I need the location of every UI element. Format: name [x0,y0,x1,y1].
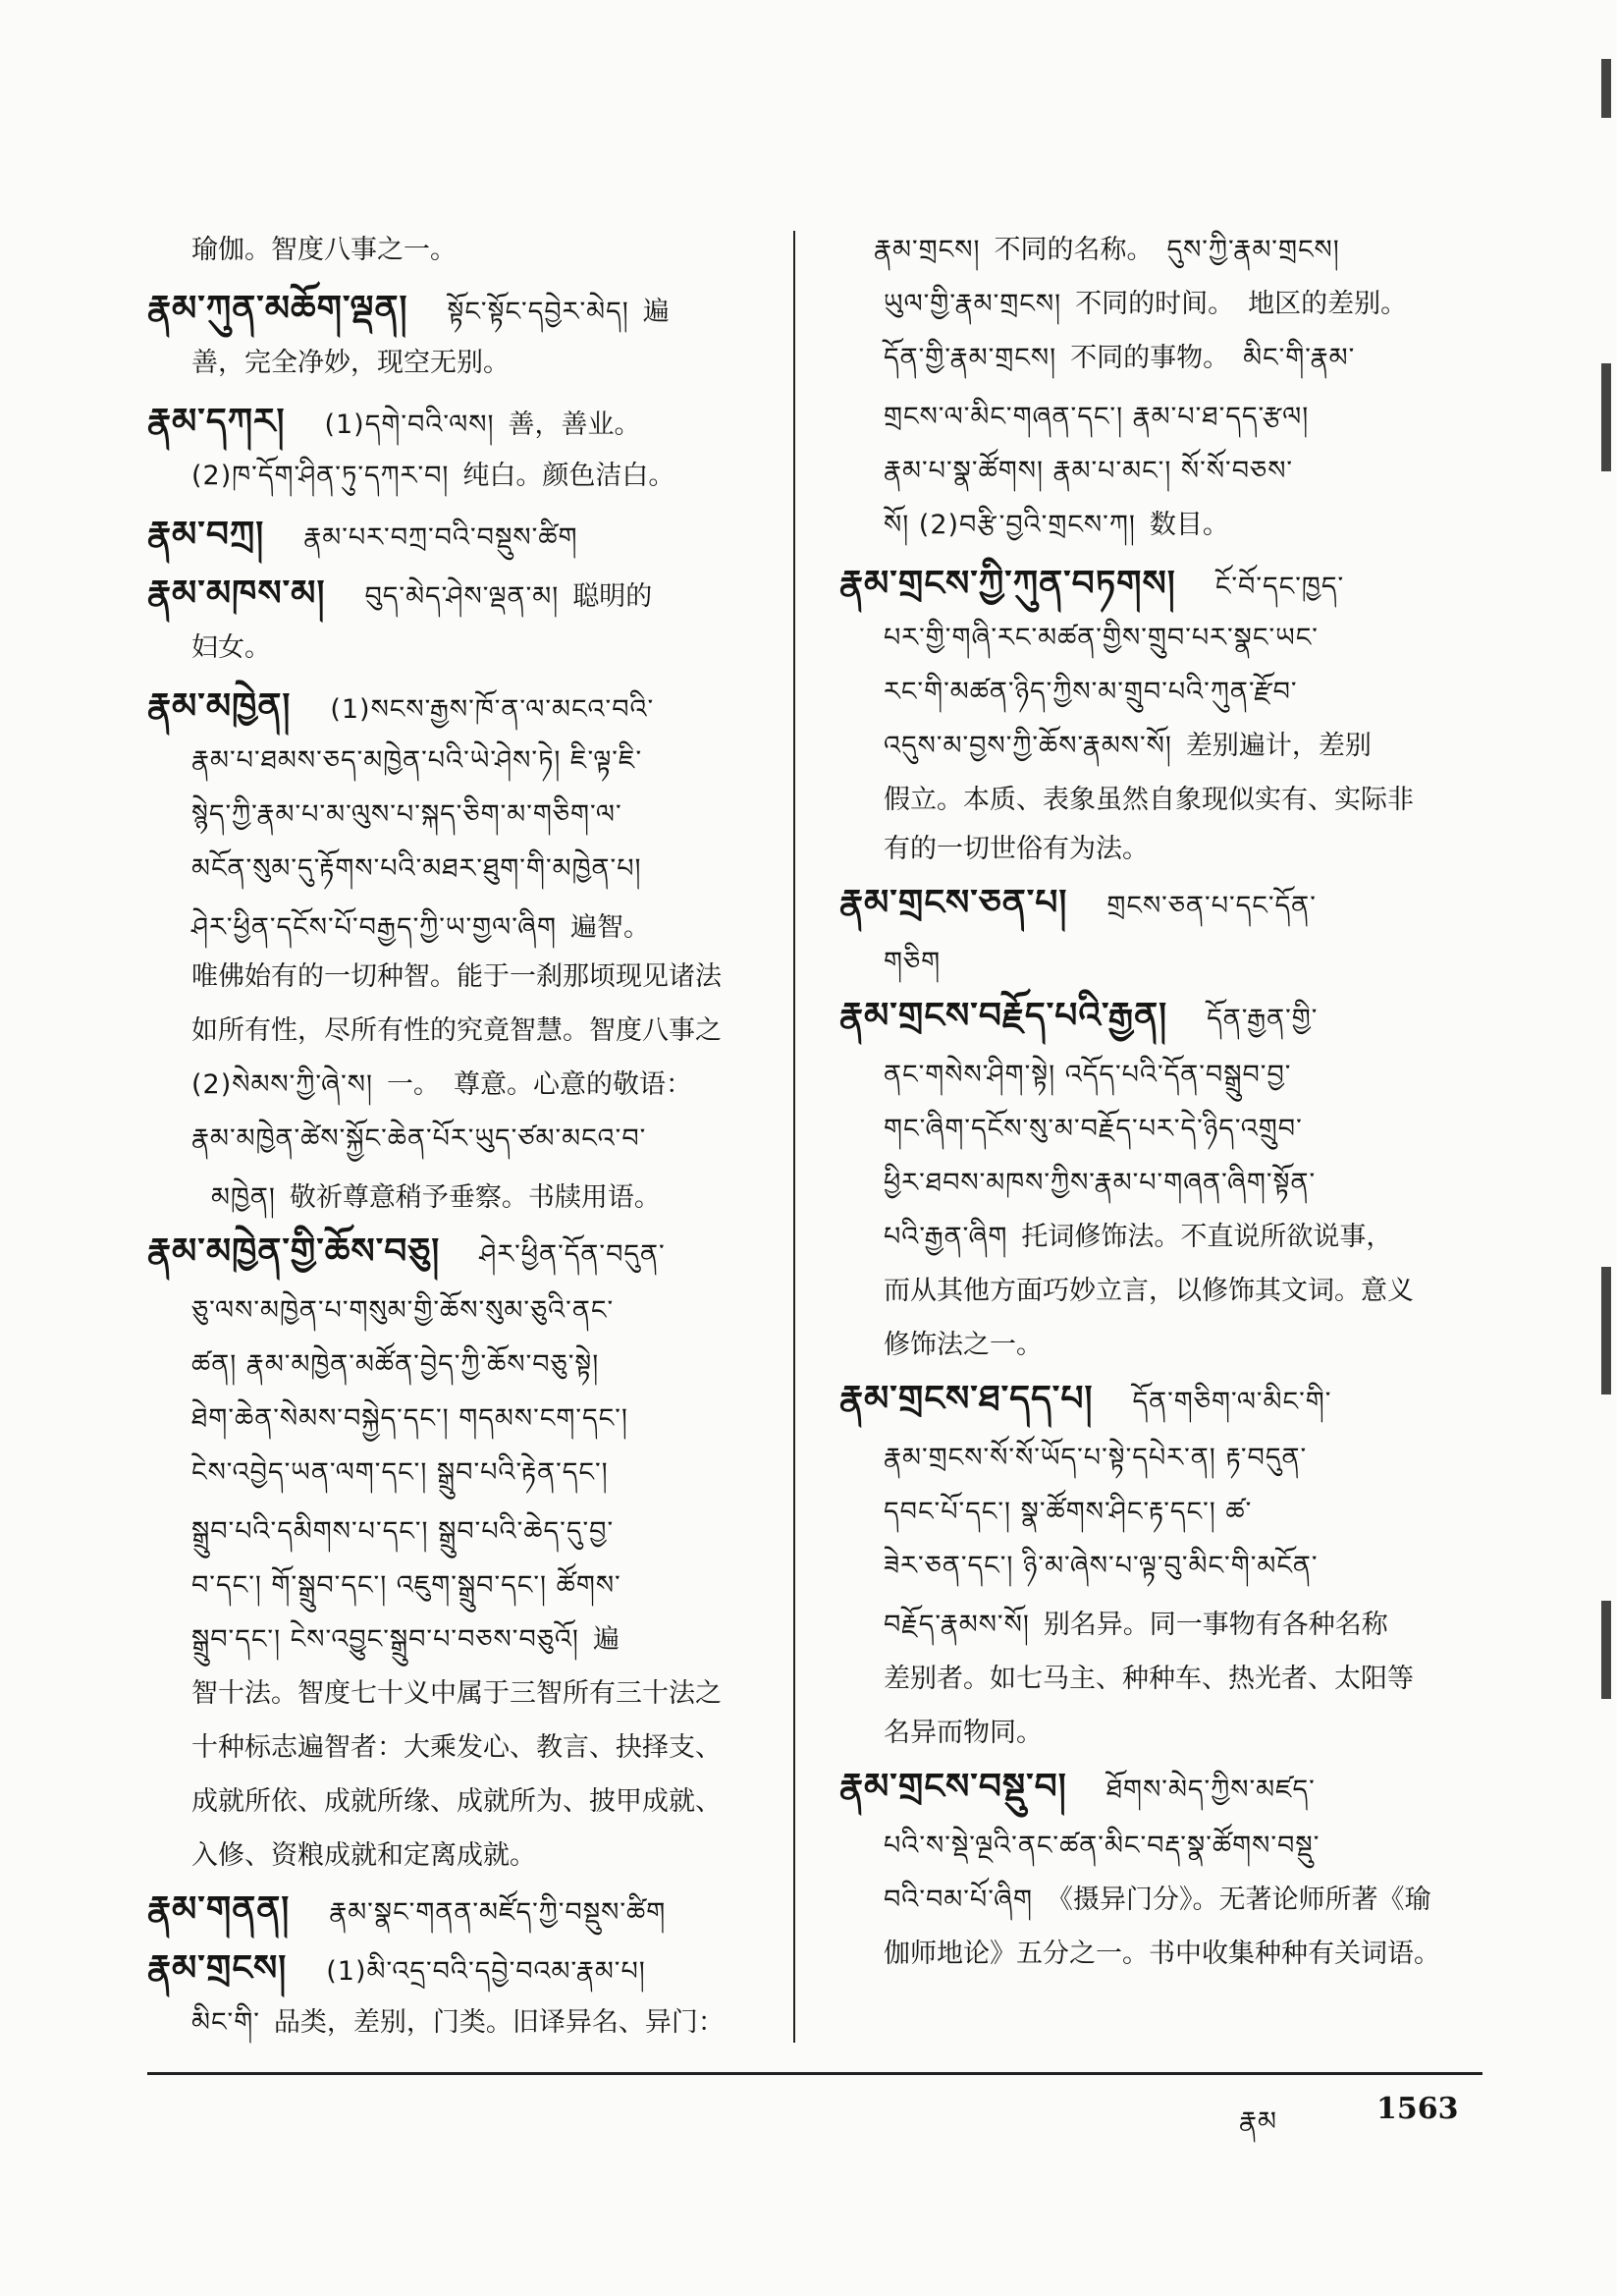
text-line [884,1110,1317,1149]
chinese-text: 十种标志遍智者：大乘发心、教言、抉择支、 [191,1732,722,1763]
text-line [884,1606,1402,1645]
footer-rule [147,2072,1482,2075]
tibetan-text: ཤེར་ཕྱིན་དངོས་པོ་བརྒྱད་ཀྱི་ཡ་གྱལ་ཞིག [191,912,558,943]
tibetan-text: དུས་ཀྱི་རྣམ་གྲངས། [1166,235,1340,265]
chinese-text: 差别者。如七马主、种种车、热光者、太阳等 [884,1664,1414,1694]
tibetan-text: རྣམ་གྲངས་སོ་སོ་ཡོད་པ་སྟེ་དཔེར་ན། རྟ་བདུན་ [884,1443,1308,1473]
tibetan-text: བརྗོད་རྣམས་སོ། [884,1610,1030,1640]
text-line [884,1660,1428,1699]
tibetan-text: སྒྲུབ་དང་། ངེས་འབྱུང་སྒྲུབ་པ་བཅས་བཅུའོ། [191,1624,579,1655]
text-line [884,506,1243,545]
tibetan-text: ངོ་བོ་དང་ཁྱད་ [1214,572,1345,602]
tibetan-text: རྣམ་སྣང་གནན་མཛོད་ཀྱི་བསྡུས་ཚིག [329,1897,667,1928]
text-line [839,1768,1329,1810]
text-line [191,1782,735,1822]
chinese-text: 《摄异门分》。无著论师所著《瑜 [1047,1885,1431,1915]
tibetan-text: སྒྲུབ་པའི་དམིགས་པ་དང་། སྒྲུབ་པའི་ཆེད་དུ་བྱ་ [191,1516,615,1547]
text-line [147,290,683,332]
text-line [884,1547,1332,1586]
chinese-text: 而从其他方面巧妙立言，以修饰其文词。意义 [884,1276,1414,1306]
tibetan-text: ངེས་འབྱེད་ཡན་ལག་དང་། སྒྲུབ་པའི་རྟེན་དང་། [191,1457,609,1488]
text-line [884,1935,1454,1974]
chinese-text: 假立。本质、表象虽然自象现似实有、实际非 [884,785,1414,815]
text-line [884,1493,1266,1532]
tibetan-text: གང་ཞིག་དངོས་སུ་མ་བརྗོད་པར་དེ་ཉིད་འགྲུབ་ [884,1114,1303,1144]
tibetan-text: (2)སེམས་ཀྱི་ཞེ་ས། [191,1069,373,1100]
text-line [884,1218,1406,1257]
text-line [191,1011,735,1051]
tibetan-text: ནང་གསེས་ཤིག་སྟེ། འདོད་པའི་དོན་བསྒྲུབ་བྱ་ [884,1060,1292,1090]
text-line [884,1714,1056,1753]
text-line [147,1890,679,1933]
tibetan-text: ཕྱིར་ཐབས་མཁས་ཀྱིས་རྣམ་པ་གཞན་ཞིག་སྟོན་ [884,1168,1317,1198]
chinese-text: 瑜伽。智度八事之一。 [191,235,457,265]
text-line [884,285,1421,324]
text-line [147,403,654,445]
tibetan-text: (1)སངས་རྒྱས་ཁོ་ན་ལ་མངའ་བའི་ [330,694,655,725]
text-line [884,1326,1056,1365]
text-line [191,1120,660,1159]
text-line [191,1345,613,1385]
chinese-text: 妇女。 [191,632,271,663]
text-line [191,957,735,997]
tibetan-text: ཡུལ་གྱི་རྣམ་གྲངས། [884,289,1062,319]
tibetan-text: བུད་མེད་ཤེས་ལྡན་མ། [364,581,560,612]
tibetan-text: ཟེར་ཅན་དང་། ཉི་མ་ཞེས་པ་ལྟ་བུ་མིང་གི་མངོན་ [884,1551,1319,1581]
tibetan-text: མིང་གི་ [191,2007,260,2038]
chinese-text: 尊意。心意的敬语： [453,1069,692,1100]
tibetan-text: བའི་བམ་པོ་ཞིག [884,1885,1033,1915]
chinese-text: 善，完全净妙，现空无别。 [191,348,510,378]
chinese-text: 唯佛始有的一切种智。能于一刹那顷现见诸法 [191,961,722,992]
chinese-text: 有的一切世俗有为法。 [884,834,1149,864]
chinese-text: 纯白。颜色洁白。 [462,461,675,491]
chinese-text: 聪明的 [572,581,653,612]
headword: རྣམ་ཀུན་མཆོག་ལྡན། [147,289,408,329]
text-line [191,457,688,496]
scan-edge-marks [1593,0,1617,2296]
text-line [191,1728,735,1768]
tibetan-text: རྣམ་པ་སྣ་ཚོགས། རྣམ་པ་མང་། སོ་སོ་བཅས་ [884,456,1294,486]
tibetan-text: རྣམ་པར་བཀྲ་བའི་བསྡུས་ཚིག [303,522,578,553]
text-line [191,1453,622,1493]
chinese-text: 伽师地论》五分之一。书中收集种种有关词语。 [884,1939,1440,1969]
text-line [884,1827,1333,1866]
chinese-text: 不同的时间。 [1075,289,1235,319]
text-line [884,1439,1321,1478]
chinese-text: 善，善业。 [508,410,641,440]
chinese-text: 遍 [642,297,670,327]
text-line [884,1881,1445,1920]
tibetan-text: གཅིག [884,947,942,977]
text-line [839,884,1330,926]
text-line [191,1674,735,1714]
headword: རྣམ་གྲངས་ཐ་དད་པ། [839,1379,1094,1419]
tibetan-text: སྙེད་ཀྱི་རྣམ་པ་མ་ལུས་པ་སྐད་ཅིག་མ་གཅིག་ལ་ [191,799,622,830]
text-line [191,1512,627,1552]
text-line [191,344,523,383]
text-line [884,619,1332,658]
text-line [191,849,656,889]
text-line [874,231,1354,270]
chinese-text: 入修、资粮成就和定离成就。 [191,1840,536,1871]
headword: རྣམ་གནན། [147,1889,291,1930]
chinese-text: 修饰法之一。 [884,1330,1043,1360]
tibetan-text: དབང་པོ་དང་། སྣ་ཚོགས་ཤིང་རྟ་དང་། ཚ་ [884,1497,1253,1527]
chinese-text: 别名异。同一事物有各种名称 [1043,1610,1388,1640]
headword: རྣམ་གྲངས་ཀྱི་ཀུན་བཏགས། [839,564,1176,604]
headword: རྣམ་མཁྱེན་གྱི་ཆོས་བཅུ། [147,1231,441,1272]
text-line [884,673,1312,712]
text-line [191,908,664,948]
headword: རྣམ་གྲངས་བསྡུ་བ། [839,1767,1067,1807]
tibetan-text: (1)མི་འདྲ་བའི་དབྱེ་བའམ་རྣམ་པ། [326,1956,646,1987]
tibetan-text: པར་གྱི་གཞི་རང་མཚན་གྱིས་གྲུབ་པར་སྣང་ཡང་ [884,623,1319,653]
text-line [147,687,668,730]
chinese-text: 数目。 [1149,510,1229,540]
text-line [191,1620,633,1660]
chinese-text: 如所有性，尽所有性的究竟智慧。智度八事之 [191,1015,722,1046]
headword: རྣམ་མཁྱེན། [147,686,292,727]
tibetan-text: དོན་གཅིག་ལ་མིང་གི་ [1132,1387,1332,1417]
text-line [191,1291,627,1331]
tibetan-text: རང་གི་མཚན་ཉིད་ཀྱིས་མ་གྲུབ་པའི་ཀུན་རྫོབ་ [884,677,1298,707]
text-line [191,231,470,270]
tibetan-text: སོ། (2)བརྩི་བྱའི་གྲངས་ཀ། [884,510,1136,540]
tibetan-text: སྟོང་སྟོང་དབྱེར་མེད། [447,297,629,327]
text-line [191,795,636,835]
tibetan-text: ཚན། རྣམ་མཁྱེན་མཚོན་བྱེད་ཀྱི་ཆོས་བཅུ་སྟེ། [191,1349,600,1380]
chinese-text: 品类，差别，门类。旧译异名、异门： [273,2007,725,2038]
text-line [147,1232,679,1275]
text-line [884,339,1369,378]
chinese-text: 一。 [386,1069,440,1100]
text-line [147,1949,660,1992]
tibetan-text: གྲངས་ཅན་པ་དང་དོན་ [1106,891,1317,921]
tibetan-text: དོན་གྱི་རྣམ་གྲངས། [884,343,1057,373]
text-line [884,1164,1329,1203]
column-divider [793,231,795,2043]
text-line [839,565,1358,607]
text-line [147,516,592,558]
chinese-text: 托词修饰法。不直说所欲说事， [1021,1222,1393,1252]
headword: རྣམ་གྲངས། [147,1948,288,1989]
chinese-text: 智十法。智度七十义中属于三智所有三十法之 [191,1678,722,1709]
tibetan-text: བ་དང་། གོ་སྒྲུབ་དང་། འཇུག་སྒྲུབ་དང་། ཚོགས་ [191,1570,621,1601]
text-line [191,1399,642,1439]
text-line [884,1272,1428,1311]
text-line [884,452,1307,491]
tibetan-text: (2)ཁ་དོག་ཤིན་ཏུ་དཀར་བ། [191,461,450,491]
tibetan-text: ཅུ་ལས་མཁྱེན་པ་གསུམ་གྱི་ཆོས་སུམ་ཅུའི་ནང་ [191,1295,615,1326]
text-line [884,830,1162,869]
tibetan-text: (1)དགེ་བའི་ལས། [324,410,495,440]
text-line [191,629,285,668]
text-line [839,1380,1345,1422]
tibetan-text: འདུས་མ་བྱས་ཀྱི་ཆོས་རྣམས་སོ། [884,731,1172,761]
chinese-text: 敬祈尊意稍予垂察。书牍用语。 [289,1182,661,1213]
chinese-text: 名异而物同。 [884,1718,1043,1748]
text-line [191,1836,550,1876]
headword: རྣམ་གྲངས་བརྗོད་པའི་རྒྱན། [839,996,1168,1036]
tibetan-text: ཐེག་ཆེན་སེམས་བསྐྱེད་དང་། གདམས་ངག་དང་། [191,1403,628,1434]
chinese-text: 遍 [592,1624,620,1655]
tibetan-text: རྣམ་གྲངས། [874,235,981,265]
chinese-text: 地区的差别。 [1248,289,1408,319]
chinese-text: 遍智。 [570,912,651,943]
tibetan-text: ཤེར་ཕྱིན་དོན་བདུན་ [479,1239,666,1270]
text-line [211,1178,674,1218]
tibetan-text: དོན་རྒྱན་གྱི་ [1207,1004,1319,1034]
headword: རྣམ་བཀྲ། [147,515,265,555]
tibetan-text: ཐོགས་མེད་ཀྱིས་མཛད་ [1105,1775,1316,1805]
tibetan-text: པའི་ས་སྡེ་ལྔའི་ནང་ཚན་མིང་བརྡ་སྣ་ཚོགས་བསྡུ་ [884,1831,1321,1861]
text-line [884,781,1428,820]
tibetan-text: མཁྱེན། [211,1182,276,1213]
text-line [147,574,666,617]
tibetan-text: མངོན་སུམ་དུ་རྟོགས་པའི་མཐར་ཐུག་གི་མཁྱེན་པ། [191,853,642,884]
text-line [884,398,1322,437]
chinese-text: 成就所依、成就所缘、成就所为、披甲成就、 [191,1786,722,1817]
headword: རྣམ་གྲངས་ཅན་པ། [839,883,1068,923]
text-line [191,1066,706,1105]
headword: རྣམ་དཀར། [147,402,286,442]
headword: རྣམ་མཁས་མ། [147,574,326,614]
chinese-text: 差别遍计，差别 [1185,731,1372,761]
tibetan-text: མིང་གི་རྣམ་ [1243,343,1356,373]
text-line [191,1566,635,1606]
tibetan-text: རྣམ་པ་ཐམས་ཅད་མཁྱེན་པའི་ཡེ་ཤེས་ཏེ། ཇི་ལྟ་ཇི་ [191,745,643,776]
tibetan-text: གྲངས་ལ་མིང་གཞན་དང་། རྣམ་པ་ཐ་དད་རྩལ། [884,402,1310,432]
text-line [839,997,1331,1039]
guide-word: རྣམ [1239,2106,1277,2137]
text-line [884,1056,1305,1095]
chinese-text: 不同的事物。 [1070,343,1230,373]
tibetan-text: རྣམ་མཁྱེན་ཚེས་སྐྱོང་ཆེན་པོར་ཡུད་ཙམ་མངའ་བ་ [191,1123,647,1154]
chinese-text: 不同的名称。 [994,235,1154,265]
page-number: 1563 [1376,2092,1459,2126]
text-line [191,2003,738,2043]
text-line [884,943,954,982]
text-line [191,741,656,781]
text-line [884,727,1385,766]
tibetan-text: པའི་རྒྱན་ཞིག [884,1222,1008,1252]
